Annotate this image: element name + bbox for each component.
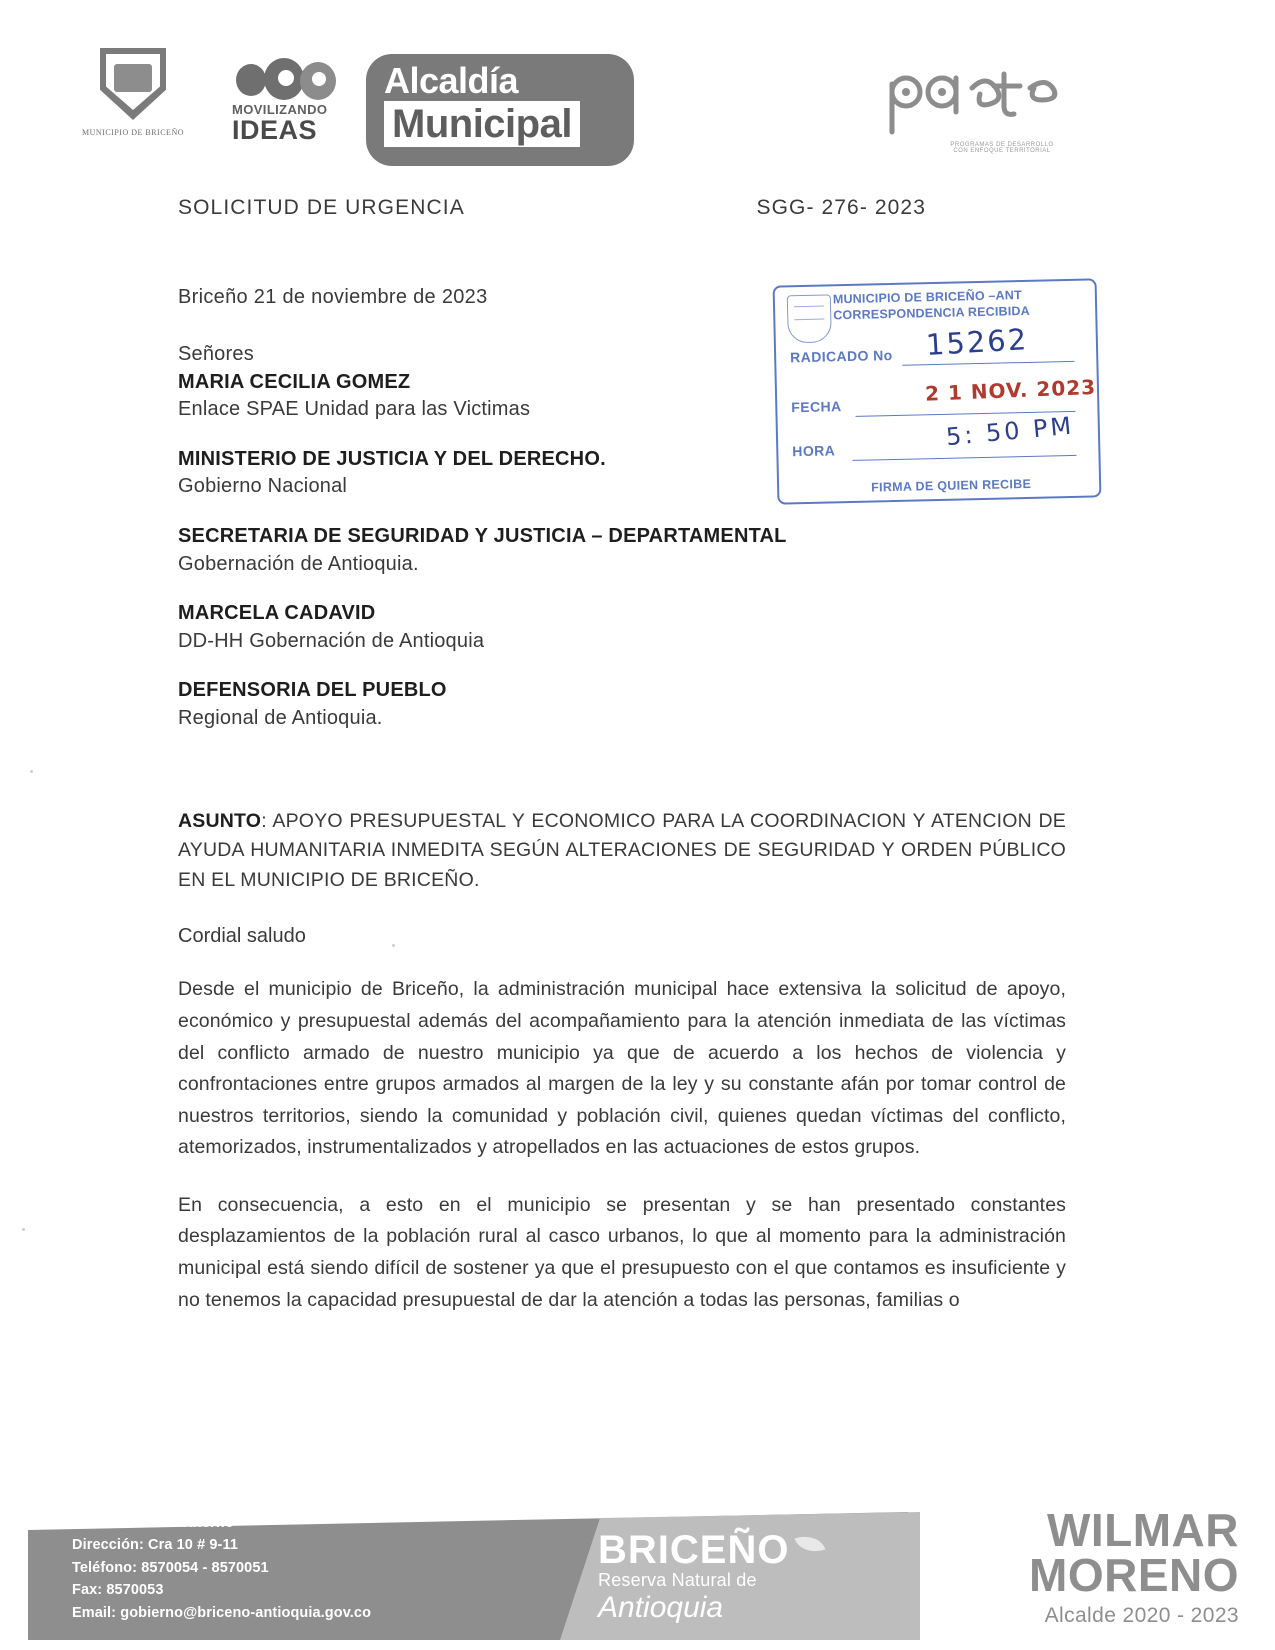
recipient-name-0: MARIA CECILIA GOMEZ (178, 370, 411, 393)
recipient-name-3: MARCELA CADAVID (178, 602, 376, 625)
recipient-detail-4: Regional de Antioquia. (178, 706, 383, 729)
crest-caption: MUNICIPIO DE BRICEÑO (82, 128, 184, 137)
mayor-role: Alcalde 2020 - 2023 (1044, 1604, 1239, 1627)
recipient-detail-0: Enlace SPAE Unidad para las Victimas (178, 398, 531, 421)
mayor-block (1029, 1503, 1239, 1628)
stamp-hora-label: HORA (792, 442, 836, 460)
footer-fax: Fax: 8570053 (72, 1582, 164, 1599)
stamp-signature-label: FIRMA DE QUIEN RECIBE (871, 476, 1032, 495)
recipient-detail-2: Gobernación de Antioquia. (178, 552, 419, 575)
mayor-last-name: MORENO (1029, 1548, 1239, 1601)
document-title: SOLICITUD DE URGENCIA (178, 196, 465, 219)
recipient-detail-3: DD-HH Gobernación de Antioquia (178, 629, 485, 652)
alcaldia-label: Alcaldía (384, 60, 519, 101)
briceno-region: Antioquia (598, 1591, 724, 1624)
footer-phone: Teléfono: 8570054 - 8570051 (72, 1559, 269, 1576)
paragraph-1: Desde el municipio de Briceño, la administración municipal hace extensiva la solicitud de apoyo, económico y presupuestal además del acompañamiento para la atención inmediata de las víctimas del conflicto armado de nuestro municipio ya que de acuerdo a los hechos de violencia y confrontaciones entre grupos armados al margen de la ley y su constante afán por tomar control de nuestros territorios, siendo la comunidad y población civil, quienes quedan víctimas del conflicto, atemorizados, instrumentalizados y atropellados en las actuaciones de estos grupos. (178, 978, 1066, 1159)
stamp-fecha-value: 2 1 NOV. 2023 (924, 374, 1097, 406)
document-heading-row (178, 196, 1066, 220)
subject-label: ASUNTO (178, 809, 262, 832)
letterhead (0, 30, 1275, 170)
document-body (178, 196, 1066, 1316)
subject-text: : APOYO PRESUPUESTAL Y ECONOMICO PARA LA COORDINACION Y ATENCION DE AYUDA HUMANITARIA INMEDITA SEGÚN ALTERACIONES DE SEGURIDAD Y ORDEN PÚBLICO EN EL MUNICIPIO DE BRICEÑO. (178, 809, 1066, 891)
pdet-wordmark-icon (880, 58, 1080, 142)
footer-email[interactable]: Email: gobierno@briceno-antioquia.gov.co (72, 1604, 372, 1621)
stamp-header-line2: CORRESPONDENCIA RECIBIDA (833, 303, 1031, 322)
stamp-fecha-label: FECHA (791, 398, 842, 416)
briceno-tagline: Reserva Natural de (598, 1570, 757, 1591)
recipient-detail-1: Gobierno Nacional (178, 475, 348, 498)
stamp-radicado-label: RADICADO No (790, 347, 893, 366)
salutation: Señores (178, 343, 254, 365)
movilizando-ideas-logo (232, 56, 362, 144)
shield-icon (100, 48, 166, 120)
greeting: Cordial saludo (178, 925, 306, 948)
scan-speck (30, 770, 33, 773)
stamp-radicado-value: 15262 (924, 322, 1030, 362)
scan-speck (392, 944, 395, 947)
municipal-crest (78, 48, 188, 137)
recipients-block (178, 341, 1066, 733)
briceno-name: BRICEÑO (598, 1528, 790, 1573)
recipient-name-1: MINISTERIO DE JUSTICIA Y DEL DERECHO. (178, 447, 606, 470)
page-footer (0, 1503, 1275, 1650)
document-code: SGG- 276- 2023 (756, 196, 926, 219)
alcaldia-municipal-logo (366, 54, 634, 166)
mayor-first-name: WILMAR (1046, 1503, 1239, 1556)
municipal-label: Municipal (384, 101, 580, 147)
briceno-brand (598, 1530, 789, 1624)
contact-info (72, 1512, 371, 1624)
pdet-caption: PROGRAMAS DE DESARROLLO CON ENFOQUE TERRITORIAL (950, 142, 1054, 154)
pdet-logo (880, 58, 1080, 158)
recipient-name-4: DEFENSORIA DEL PUEBLO (178, 679, 447, 702)
scan-speck (22, 1228, 25, 1231)
footer-office: Secretaría de Gobierno (72, 1514, 234, 1531)
footer-address: Dirección: Cra 10 # 9-11 (72, 1537, 239, 1554)
stamp-hora-value: 5: 50 PM (944, 411, 1076, 452)
document-date: Briceño 21 de noviembre de 2023 (178, 286, 488, 308)
subject-line (178, 807, 1066, 896)
ideas-label: IDEAS (232, 115, 318, 145)
stamp-header-line1: MUNICIPIO DE BRICEÑO –ANT (832, 288, 1023, 307)
swirl-icon (232, 56, 362, 102)
paragraph-2: En consecuencia, a esto en el municipio se presentan y se han presentado constantes desplazamientos de la población rural al casco urbanos, lo que al momento para la administración municipal está siendo difícil de sostener ya que el presupuesto con el que contamos es insuficiente y no tenemos la capacidad presupuestal de dar la atención a todas las personas, familias o (178, 1193, 1066, 1311)
movilizando-label: MOVILIZANDO (232, 102, 328, 117)
recipient-name-2: SECRETARIA DE SEGURIDAD Y JUSTICIA – DEPARTAMENTAL (178, 524, 787, 547)
